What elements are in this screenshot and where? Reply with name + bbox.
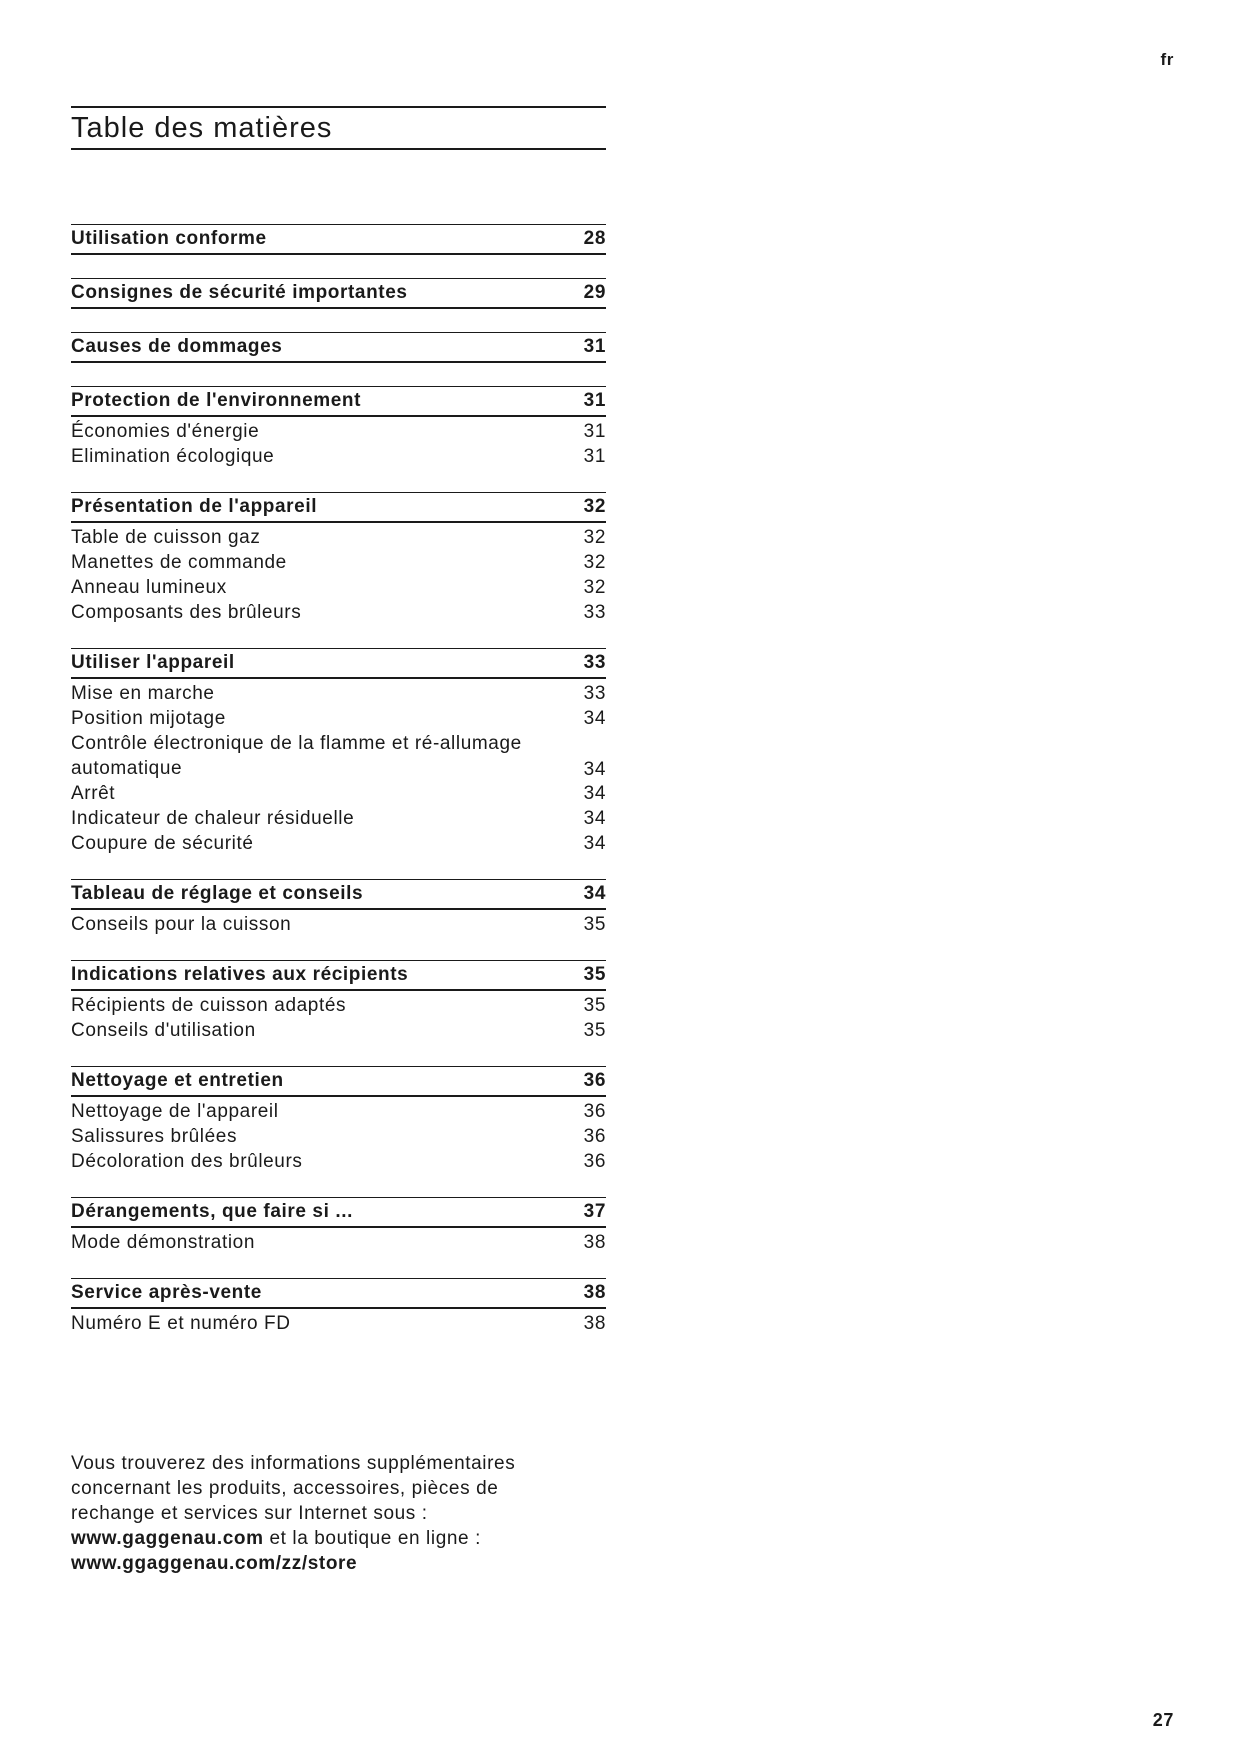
toc-entry-page: 34 (583, 707, 606, 729)
toc-section-title: Utilisation conforme (71, 228, 267, 249)
toc-subitem-list (71, 1099, 606, 1174)
toc-entry-page: 33 (583, 601, 606, 623)
toc-section (71, 386, 606, 469)
toc-entry-page: 32 (583, 551, 606, 573)
toc-entry[interactable] (71, 1018, 606, 1043)
footer-note (71, 1451, 561, 1576)
toc-entry-label: Conseils d'utilisation (71, 1019, 256, 1041)
toc-entry-label: Économies d'énergie (71, 420, 260, 442)
toc-entry-label: Mise en marche (71, 682, 215, 704)
toc-section-page: 32 (583, 496, 606, 517)
toc-section-title: Nettoyage et entretien (71, 1070, 284, 1091)
toc-entry[interactable] (71, 419, 606, 444)
toc-entry-label: Coupure de sécurité (71, 832, 254, 854)
toc-entry-page: 31 (583, 445, 606, 467)
toc-section (71, 1066, 606, 1174)
toc-entry[interactable] (71, 1099, 606, 1124)
toc-subitem-list (71, 681, 606, 856)
toc-section-page: 35 (583, 964, 606, 985)
toc-entry[interactable] (71, 1311, 606, 1336)
toc-entry-label: Table de cuisson gaz (71, 526, 261, 548)
toc-subitem-list (71, 525, 606, 625)
toc-entry-label: Elimination écologique (71, 445, 275, 467)
toc-section-page: 29 (583, 282, 606, 303)
toc-section-page: 36 (583, 1070, 606, 1091)
toc-entry[interactable] (71, 1230, 606, 1255)
toc-entry-label: Composants des brûleurs (71, 601, 302, 623)
toc-entry[interactable] (71, 575, 606, 600)
toc-section-heading[interactable] (71, 492, 606, 523)
toc-section (71, 332, 606, 363)
toc-section-heading[interactable] (71, 224, 606, 255)
toc-entry[interactable] (71, 550, 606, 575)
toc-section-title: Protection de l'environnement (71, 390, 362, 411)
toc-entry-label: Récipients de cuisson adaptés (71, 994, 347, 1016)
toc-entry[interactable] (71, 706, 606, 731)
page-number: 27 (1152, 1710, 1174, 1730)
toc-section-title: Service après-vente (71, 1282, 262, 1303)
toc-entry-page: 32 (583, 526, 606, 548)
toc-entry-label: Indicateur de chaleur résiduelle (71, 807, 355, 829)
toc-section-heading[interactable] (71, 1197, 606, 1228)
store-link[interactable]: www.ggaggenau.com/zz/store (71, 1553, 358, 1574)
toc-section (71, 960, 606, 1043)
toc-subitem-list (71, 1311, 606, 1336)
toc-section-page: 38 (583, 1282, 606, 1303)
toc-entry-label: Anneau lumineux (71, 576, 227, 598)
toc-section (71, 879, 606, 937)
toc-entry[interactable] (71, 831, 606, 856)
toc-section-page: 31 (583, 336, 606, 357)
toc-section-heading[interactable] (71, 278, 606, 309)
table-of-contents (71, 224, 606, 1359)
toc-section (71, 1197, 606, 1255)
toc-section-title: Indications relatives aux récipients (71, 964, 409, 985)
toc-entry-page: 35 (583, 1019, 606, 1041)
toc-section-page: 31 (583, 390, 606, 411)
toc-section-heading[interactable] (71, 1066, 606, 1097)
toc-subitem-list (71, 419, 606, 469)
toc-subitem-list (71, 1230, 606, 1255)
toc-entry-page: 34 (583, 807, 606, 829)
toc-entry-label: Salissures brûlées (71, 1125, 238, 1147)
toc-entry[interactable] (71, 444, 606, 469)
toc-section (71, 1278, 606, 1336)
toc-entry-page: 31 (583, 420, 606, 442)
toc-entry[interactable] (71, 781, 606, 806)
toc-entry[interactable] (71, 731, 606, 781)
toc-subitem-list (71, 993, 606, 1043)
toc-entry-label: Contrôle électronique de la flamme et ré-allumage automatique (71, 733, 522, 779)
toc-section-heading[interactable] (71, 386, 606, 417)
footer-note-text: Vous trouverez des informations supplémentaires concernant les produits, accessoires, pièces de rechange et services sur Internet sous : (71, 1453, 516, 1524)
toc-entry[interactable] (71, 1149, 606, 1174)
toc-entry-label: Conseils pour la cuisson (71, 913, 292, 935)
toc-section-title: Tableau de réglage et conseils (71, 883, 364, 904)
toc-entry-label: Position mijotage (71, 707, 226, 729)
toc-section-title: Consignes de sécurité importantes (71, 282, 408, 303)
toc-entry[interactable] (71, 525, 606, 550)
language-code: fr (1160, 50, 1174, 69)
toc-section-page: 33 (583, 652, 606, 673)
toc-entry-label: Nettoyage de l'appareil (71, 1100, 279, 1122)
toc-section-heading[interactable] (71, 879, 606, 910)
toc-entry-page: 35 (583, 994, 606, 1016)
toc-entry-page: 38 (583, 1231, 606, 1253)
toc-section-page: 34 (583, 883, 606, 904)
toc-entry-page: 36 (583, 1125, 606, 1147)
toc-section-title: Présentation de l'appareil (71, 496, 318, 517)
toc-entry-page: 38 (583, 1312, 606, 1334)
toc-section (71, 224, 606, 255)
toc-entry[interactable] (71, 600, 606, 625)
toc-section-title: Dérangements, que faire si ... (71, 1201, 353, 1222)
toc-entry[interactable] (71, 681, 606, 706)
toc-entry-page: 36 (583, 1150, 606, 1172)
toc-section-page: 28 (583, 228, 606, 249)
toc-section-title: Causes de dommages (71, 336, 283, 357)
toc-entry[interactable] (71, 1124, 606, 1149)
toc-section (71, 278, 606, 309)
toc-section-heading[interactable] (71, 1278, 606, 1309)
toc-entry[interactable] (71, 806, 606, 831)
toc-entry-label: Manettes de commande (71, 551, 287, 573)
toc-section-title: Utiliser l'appareil (71, 652, 235, 673)
toc-entry-page: 35 (583, 913, 606, 935)
toc-entry[interactable] (71, 993, 606, 1018)
toc-section (71, 648, 606, 856)
toc-entry-label: Arrêt (71, 782, 116, 804)
toc-entry[interactable] (71, 912, 606, 937)
toc-entry-page: 36 (583, 1100, 606, 1122)
toc-section-heading[interactable] (71, 648, 606, 679)
toc-entry-page: 34 (583, 832, 606, 854)
toc-section-heading[interactable] (71, 960, 606, 991)
page-title: Table des matières (71, 112, 333, 144)
toc-entry-page: 33 (583, 682, 606, 704)
toc-subitem-list (71, 912, 606, 937)
website-link[interactable]: www.gaggenau.com (71, 1528, 264, 1549)
toc-section-page: 37 (583, 1201, 606, 1222)
toc-entry-label: Numéro E et numéro FD (71, 1312, 291, 1334)
toc-entry-label: Mode démonstration (71, 1231, 256, 1253)
toc-entry-page: 34 (583, 782, 606, 804)
footer-note-middle: et la boutique en ligne : (263, 1528, 481, 1549)
toc-section (71, 492, 606, 625)
toc-entry-label: Décoloration des brûleurs (71, 1150, 303, 1172)
toc-section-heading[interactable] (71, 332, 606, 363)
toc-entry-page: 34 (583, 759, 606, 780)
toc-title-block (71, 106, 606, 150)
toc-entry-page: 32 (583, 576, 606, 598)
